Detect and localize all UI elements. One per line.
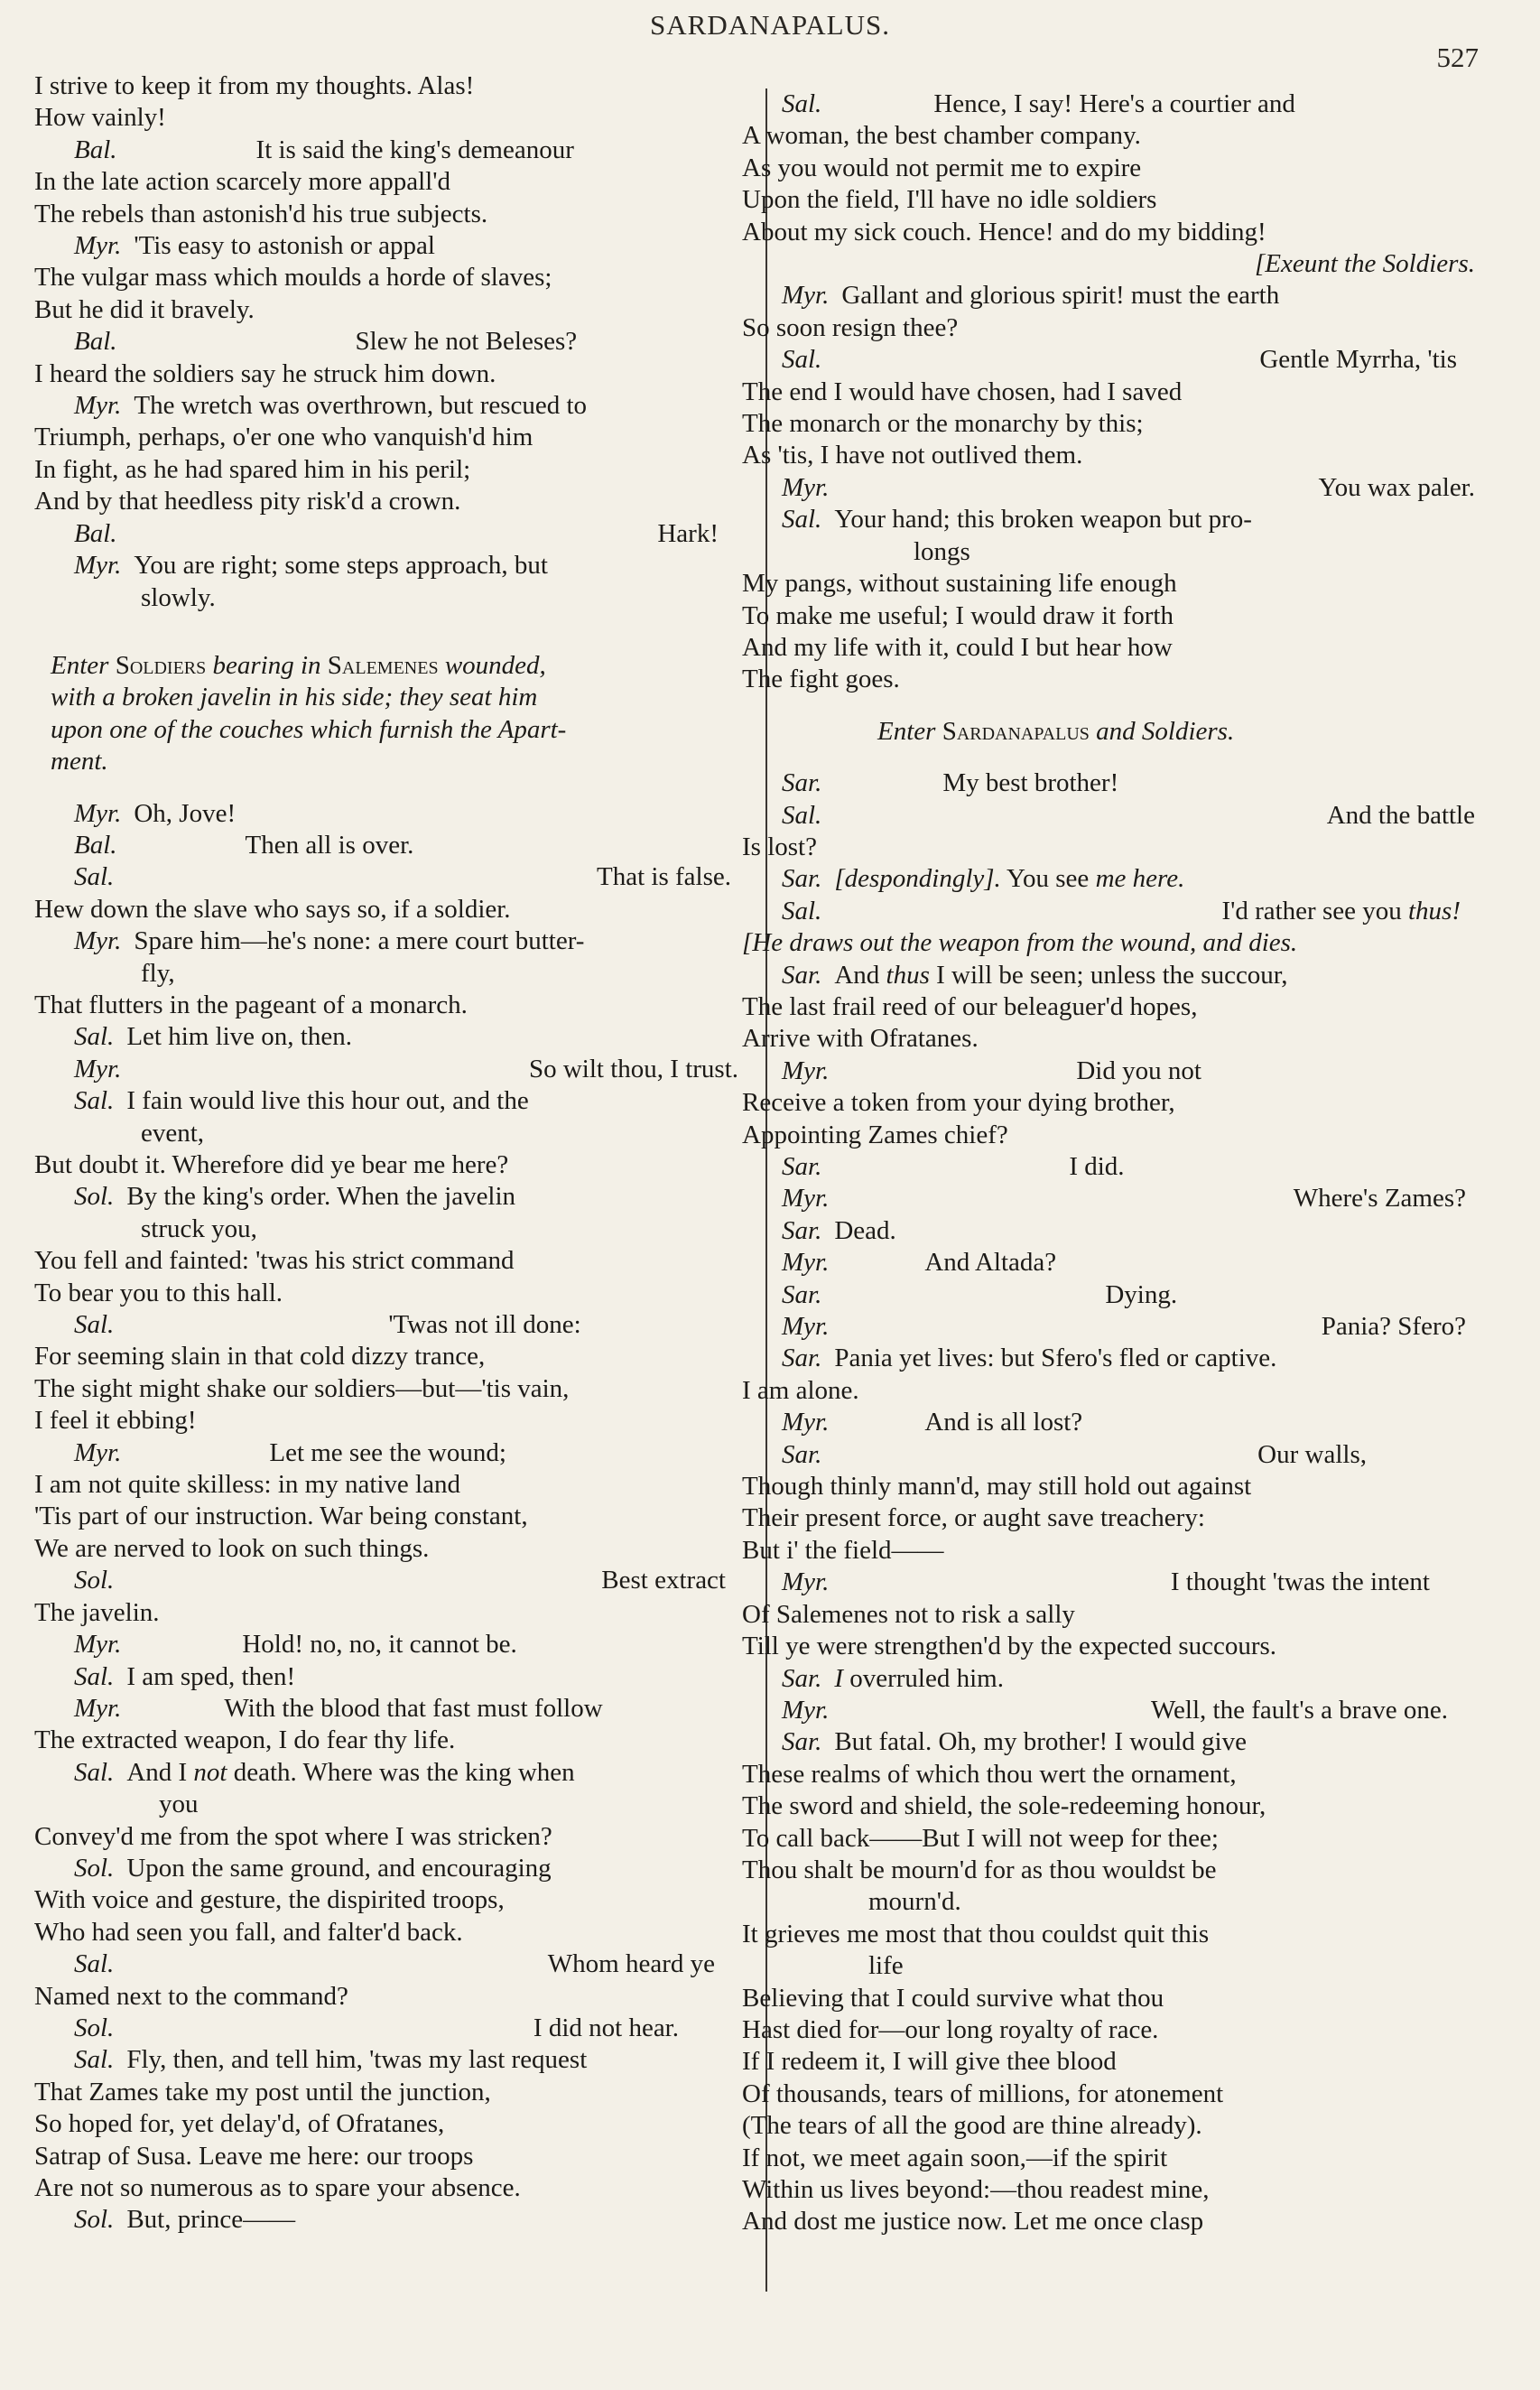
stage-direction: [Exeunt the Soldiers.: [1254, 249, 1475, 279]
speaker: Sal.: [74, 1086, 115, 1116]
speaker: Sar.: [782, 768, 822, 798]
speaker: Myr.: [782, 1567, 830, 1597]
speaker: Myr.: [782, 472, 830, 502]
verse-line: Upon the field, I'll have no idle soldiers: [742, 185, 1157, 215]
verse-line: Hew down the slave who says so, if a soldier.: [34, 894, 511, 924]
verse-line: Arrive with Ofratanes.: [742, 1024, 979, 1054]
speaker: Sal.: [74, 1310, 115, 1340]
verse-line: Myr. The wretch was overthrown, but rescued to: [74, 391, 588, 421]
verse-line: Bal. Slew he not Beleses?: [74, 327, 578, 357]
verse-line: you: [159, 1790, 199, 1819]
verse-line: Though thinly mann'd, may still hold out against: [742, 1472, 1252, 1502]
speaker: Sar.: [782, 1215, 822, 1245]
verse-line: Sal. Let him live on, then.: [74, 1022, 352, 1052]
verse-line: I am not quite skilless: in my native land: [34, 1470, 460, 1500]
verse-line: Sol. Upon the same ground, and encouraging: [74, 1853, 552, 1883]
verse-line: You fell and fainted: 'twas his strict command: [34, 1246, 515, 1276]
speaker: Sal.: [74, 2045, 115, 2075]
verse-line: (The tears of all the good are thine already).: [742, 2111, 1202, 2141]
verse-line: Sol. But, prince——: [74, 2205, 296, 2235]
speaker: Sar.: [782, 960, 822, 990]
verse-line: The last frail reed of our beleaguer'd hopes,: [742, 991, 1198, 1021]
speaker: Myr.: [782, 1248, 830, 1278]
speaker: Sal.: [74, 1949, 115, 1979]
verse-line: I strive to keep it from my thoughts. Alas!: [34, 71, 475, 100]
verse-line: Is lost?: [742, 832, 817, 861]
verse-line: But doubt it. Wherefore did ye bear me here?: [34, 1150, 509, 1179]
speaker: Sol.: [74, 2013, 115, 2042]
verse-line: event,: [141, 1118, 205, 1148]
verse-line: With voice and gesture, the dispirited troops,: [34, 1885, 505, 1915]
verse-line: Sal. Your hand; this broken weapon but pro-: [782, 505, 1252, 535]
verse-line: slowly.: [141, 582, 216, 612]
verse-line: If not, we meet again soon,—if the spirit: [742, 2143, 1168, 2172]
stage-direction: Enter Soldiers bearing in Salemenes wounded,: [51, 650, 546, 680]
verse-line: Myr. I thought 'twas the intent: [782, 1567, 1430, 1597]
verse-line: Sal. I am sped, then!: [74, 1661, 296, 1691]
verse-line: Myr. Did you not: [782, 1056, 1201, 1085]
speaker: Bal.: [74, 830, 117, 860]
speaker: Bal.: [74, 518, 117, 548]
speaker: Myr.: [74, 1630, 122, 1660]
verse-line: Of thousands, tears of millions, for atonement: [742, 2078, 1224, 2108]
speaker: Myr.: [782, 1056, 830, 1085]
verse-line: That Zames take my post until the junction,: [34, 2077, 491, 2106]
speaker: Sal.: [782, 505, 822, 535]
speaker: Myr.: [74, 391, 122, 421]
verse-line: Of Salemenes not to risk a sally: [742, 1599, 1075, 1629]
stage-direction: Enter Sardanapalus and Soldiers.: [877, 716, 1235, 746]
verse-line: Myr. With the blood that fast must follow: [74, 1693, 603, 1723]
verse-line: Sal. That is false.: [74, 862, 731, 892]
verse-line: Receive a token from your dying brother,: [742, 1088, 1175, 1118]
verse-line: Named next to the command?: [34, 1981, 348, 2011]
speaker: Myr.: [74, 798, 122, 828]
verse-line: For seeming slain in that cold dizzy trance,: [34, 1342, 486, 1372]
verse-line: And my life with it, could I but hear how: [742, 632, 1173, 662]
verse-line: The fight goes.: [742, 665, 900, 694]
verse-line: And by that heedless pity risk'd a crown.: [34, 487, 461, 516]
verse-line: Appointing Zames chief?: [742, 1120, 1008, 1149]
verse-line: In the late action scarcely more appall'd: [34, 167, 450, 197]
verse-line: struck you,: [141, 1214, 257, 1243]
speaker: Sal.: [74, 862, 115, 892]
verse-line: Sal. I fain would live this hour out, and the: [74, 1086, 529, 1116]
verse-line: Myr. 'Tis easy to astonish or appal: [74, 231, 435, 261]
verse-line: In fight, as he had spared him in his peril;: [34, 454, 471, 484]
verse-line: So soon resign thee?: [742, 312, 959, 342]
speaker: Sar.: [782, 1152, 822, 1181]
verse-line: Believing that I could survive what thou: [742, 1983, 1164, 2013]
stage-direction: with a broken javelin in his side; they seat him: [51, 683, 538, 712]
stage-direction: upon one of the couches which furnish the Apart-: [51, 714, 567, 744]
verse-line: life: [868, 1951, 904, 1981]
verse-line: About my sick couch. Hence! and do my bidding!: [742, 217, 1266, 246]
verse-line: Myr. Oh, Jove!: [74, 798, 237, 828]
verse-line: Myr. Well, the fault's a brave one.: [782, 1695, 1448, 1725]
speaker: Sal.: [782, 896, 822, 925]
verse-line: But i' the field——: [742, 1535, 944, 1565]
verse-line: mourn'd.: [868, 1887, 961, 1917]
verse-line: Hast died for—our long royalty of race.: [742, 2014, 1159, 2044]
verse-line: Triumph, perhaps, o'er one who vanquish'd him: [34, 423, 533, 452]
verse-line: Bal. Hark!: [74, 518, 719, 548]
speaker: Myr.: [782, 1184, 830, 1214]
verse-line: A woman, the best chamber company.: [742, 121, 1141, 151]
verse-line: Sar. But fatal. Oh, my brother! I would give: [782, 1727, 1247, 1757]
speaker: Sol.: [74, 1853, 115, 1883]
speaker: Sal.: [74, 1661, 115, 1691]
verse-line: I feel it ebbing!: [34, 1406, 197, 1436]
speaker: Sar.: [782, 1663, 822, 1693]
verse-line: Myr. You are right; some steps approach, but: [74, 551, 548, 581]
verse-line: Are not so numerous as to spare your absence.: [34, 2173, 521, 2202]
verse-line: Sol. Best extract: [74, 1566, 726, 1595]
stage-direction: ment.: [51, 747, 108, 777]
speaker: Sar.: [782, 1727, 822, 1757]
speaker: Sol.: [74, 1182, 115, 1212]
verse-line: Myr. Let me see the wound;: [74, 1437, 506, 1467]
verse-line: Sal. Whom heard ye: [74, 1949, 715, 1979]
verse-line: Sal. 'Twas not ill done:: [74, 1310, 581, 1340]
right-column: [742, 88, 1475, 2238]
verse-line: Sar. Dying.: [782, 1279, 1178, 1309]
verse-line: Bal. Then all is over.: [74, 830, 414, 860]
verse-line: Bal. It is said the king's demeanour: [74, 135, 574, 164]
verse-line: I am alone.: [742, 1375, 859, 1405]
speaker: Myr.: [782, 1312, 830, 1342]
verse-line: But he did it bravely.: [34, 294, 255, 324]
verse-line: The javelin.: [34, 1597, 160, 1627]
verse-line: As you would not permit me to expire: [742, 153, 1142, 182]
verse-line: Sar. I did.: [782, 1152, 1125, 1181]
verse-line: The monarch or the monarchy by this;: [742, 409, 1144, 439]
verse-line: How vainly!: [34, 103, 166, 133]
speaker: Myr.: [74, 926, 122, 956]
speaker: Sar.: [782, 1279, 822, 1309]
verse-line: Myr. So wilt thou, I trust.: [74, 1054, 738, 1083]
verse-line: Myr. Spare him—he's none: a mere court butter-: [74, 926, 585, 956]
verse-line: Sal. And the battle: [782, 800, 1475, 830]
verse-line: Sar. [despondingly]. You see me here.: [782, 864, 1185, 894]
speaker: Sal.: [782, 89, 822, 118]
verse-line: Sal. I'd rather see you thus!: [782, 896, 1461, 925]
verse-line: I heard the soldiers say he struck him down.: [34, 358, 496, 388]
speaker: Myr.: [782, 1408, 830, 1437]
verse-line: My pangs, without sustaining life enough: [742, 569, 1177, 599]
speaker: Myr.: [74, 1693, 122, 1723]
speaker: Bal.: [74, 327, 117, 357]
verse-line: Myr. Where's Zames?: [782, 1184, 1466, 1214]
verse-line: To call back——But I will not weep for thee;: [742, 1823, 1219, 1853]
speaker: Myr.: [74, 551, 122, 581]
verse-line: Myr. You wax paler.: [782, 472, 1475, 502]
verse-line: Myr. And is all lost?: [782, 1408, 1083, 1437]
verse-line: To bear you to this hall.: [34, 1278, 283, 1307]
verse-line: Sar. My best brother!: [782, 768, 1119, 798]
speaker: Sal.: [782, 345, 822, 375]
verse-line: The rebels than astonish'd his true subjects.: [34, 199, 488, 228]
verse-line: Sal. And I not death. Where was the king when: [74, 1757, 575, 1787]
verse-line: Sol. By the king's order. When the javelin: [74, 1182, 516, 1212]
verse-line: These realms of which thou wert the ornament,: [742, 1759, 1237, 1789]
speaker: Sol.: [74, 1566, 115, 1595]
verse-line: Sar. Dead.: [782, 1215, 896, 1245]
verse-line: Myr. And Altada?: [782, 1248, 1057, 1278]
verse-line: That flutters in the pageant of a monarch.: [34, 990, 468, 1019]
verse-line: Sar. I overruled him.: [782, 1663, 1004, 1693]
verse-line: fly,: [141, 958, 175, 988]
verse-line: Their present force, or aught save treachery:: [742, 1503, 1205, 1533]
speaker: Sal.: [74, 1757, 115, 1787]
verse-line: To make me useful; I would draw it forth: [742, 600, 1174, 630]
speaker: Sal.: [782, 800, 822, 830]
verse-line: The vulgar mass which moulds a horde of slaves;: [34, 263, 552, 293]
verse-line: The sword and shield, the sole-redeeming honour,: [742, 1791, 1266, 1821]
verse-line: Convey'd me from the spot where I was stricken?: [34, 1821, 552, 1851]
verse-line: Sal. Hence, I say! Here's a courtier and: [782, 89, 1295, 118]
verse-line: Sar. Pania yet lives: but Sfero's fled or captive.: [782, 1344, 1277, 1373]
verse-line: Satrap of Susa. Leave me here: our troops: [34, 2141, 474, 2171]
speaker: Sol.: [74, 2205, 115, 2235]
verse-line: Myr. Hold! no, no, it cannot be.: [74, 1630, 517, 1660]
speaker: Sal.: [74, 1022, 115, 1052]
speaker: Myr.: [74, 1437, 122, 1467]
left-column: [34, 70, 746, 2237]
verse-line: Myr. Pania? Sfero?: [782, 1312, 1466, 1342]
verse-line: Myr. Gallant and glorious spirit! must the earth: [782, 281, 1280, 311]
verse-line: Sol. I did not hear.: [74, 2013, 679, 2042]
verse-line: Sar. Our walls,: [782, 1439, 1367, 1469]
verse-line: It grieves me most that thou couldst quit this: [742, 1919, 1210, 1948]
verse-line: 'Tis part of our instruction. War being constant,: [34, 1502, 528, 1531]
verse-line: Sal. Gentle Myrrha, 'tis: [782, 345, 1457, 375]
verse-line: Thou shalt be mourn'd for as thou wouldst be: [742, 1855, 1217, 1884]
speaker: Myr.: [782, 281, 830, 311]
verse-line: Sal. Fly, then, and tell him, 'twas my last request: [74, 2045, 588, 2075]
verse-line: longs: [914, 536, 970, 566]
verse-line: We are nerved to look on such things.: [34, 1533, 430, 1563]
verse-line: Till ye were strengthen'd by the expected succours.: [742, 1632, 1277, 1661]
page-number: 527: [1436, 42, 1479, 73]
speaker: Myr.: [782, 1695, 830, 1725]
verse-line: So hoped for, yet delay'd, of Ofratanes,: [34, 2109, 445, 2139]
stage-direction: [He draws out the weapon from the wound, and dies.: [742, 928, 1298, 958]
verse-line: The sight might shake our soldiers—but—'tis vain,: [34, 1373, 570, 1403]
verse-line: Who had seen you fall, and falter'd back.: [34, 1917, 463, 1947]
verse-line: The extracted weapon, I do fear thy life.: [34, 1725, 456, 1755]
speaker: Sar.: [782, 864, 822, 894]
verse-line: The end I would have chosen, had I saved: [742, 377, 1183, 406]
speaker: Sar.: [782, 1439, 822, 1469]
verse-line: As 'tis, I have not outlived them.: [742, 441, 1083, 470]
speaker: Sar.: [782, 1344, 822, 1373]
verse-line: Within us lives beyond:—thou readest mine,: [742, 2175, 1210, 2204]
speaker: Bal.: [74, 135, 117, 164]
verse-line: If I redeem it, I will give thee blood: [742, 2047, 1117, 2077]
speaker: Myr.: [74, 231, 122, 261]
running-title: SARDANAPALUS.: [650, 9, 890, 41]
speaker: Myr.: [74, 1054, 122, 1083]
verse-line: Sar. And thus I will be seen; unless the succour,: [782, 960, 1288, 990]
verse-line: And dost me justice now. Let me once clasp: [742, 2207, 1204, 2237]
